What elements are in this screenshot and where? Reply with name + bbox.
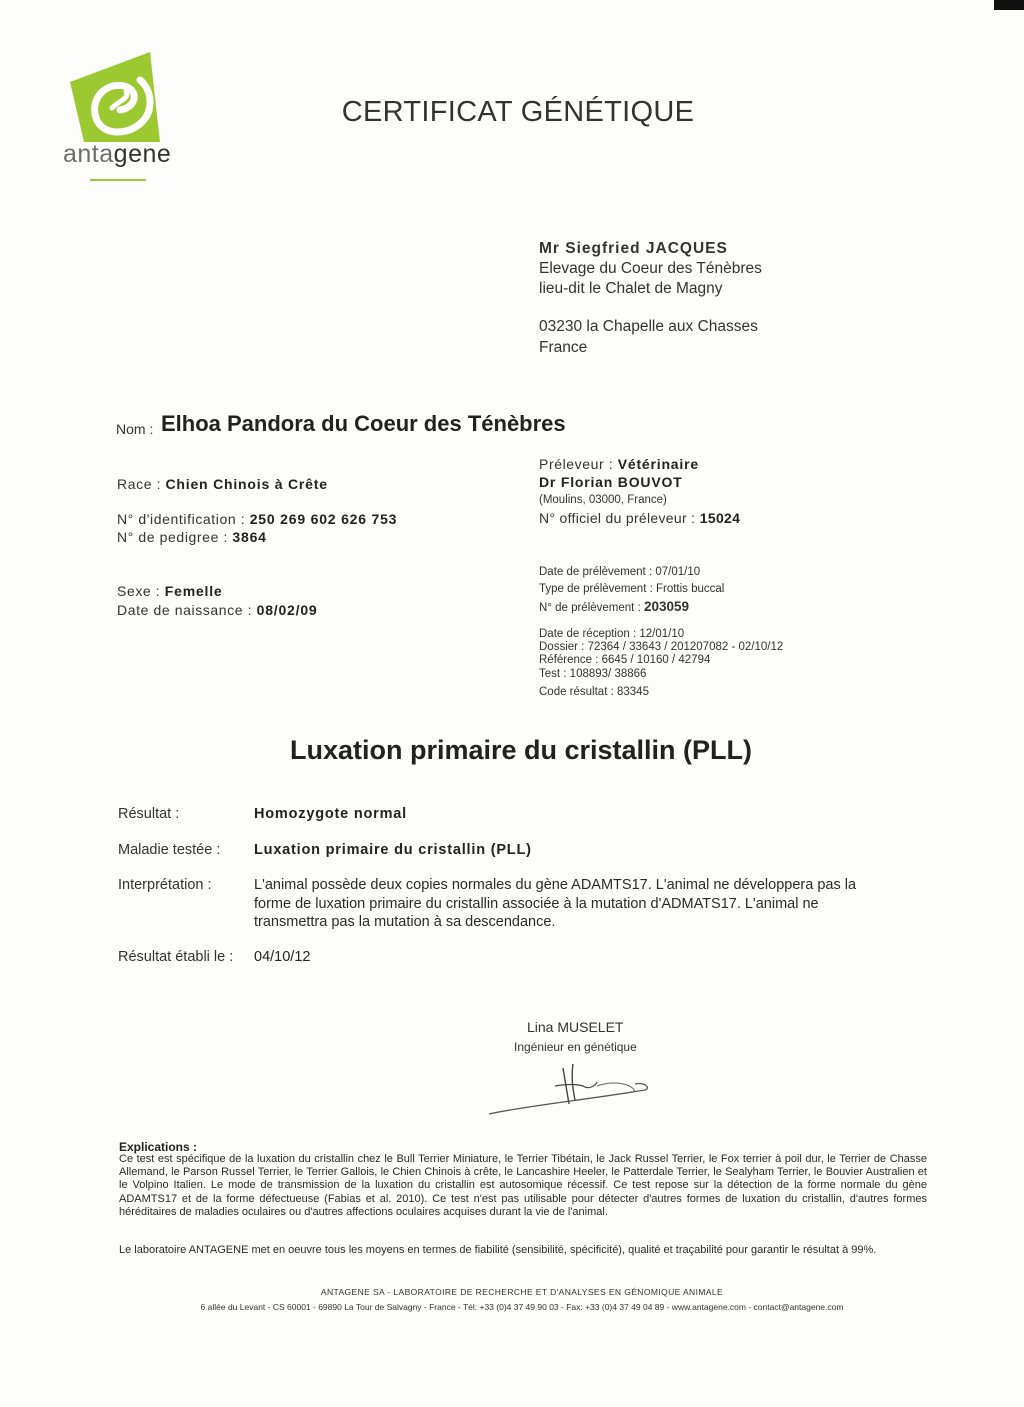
date-prelevement: Date de prélèvement : 07/01/10: [539, 566, 701, 578]
type-prelevement: Type de prélèvement : Frottis buccal: [539, 583, 725, 595]
test-number: Test : 108893/ 38866: [539, 668, 647, 680]
sexe-row: [117, 583, 223, 601]
signatory-name: Lina MUSELET: [527, 1019, 624, 1035]
interpretation-label: Interprétation :: [118, 877, 212, 893]
owner-line3: 03230 la Chapelle aux Chasses: [539, 318, 758, 335]
num-prelevement-label: N° de prélèvement :: [539, 602, 641, 614]
explications-text: Ce test est spécifique de la luxation du cristallin chez le Bull Terrier Miniature, le Terrier Tibétain, le Jack Russel Terrier, le Fox terrier à poil dur, le Terrier de Chasse Allemand, le Parson Russel Terrier, le Terrier Gallois, le Chien Chinois à crête, le Lancashire Heeler, le Patterdale Terrier, le Sealyham Terrier, le Bouvier Australien et le Volpino Italien. Le mode de transmission de la luxation du cristallin est autosomique récessif. Ce test repose sur la détection de la forme normale du gène ADAMTS17 et de la forme défectueuse (Fabias et al. 2010). Ce test n'est pas utilisable pour détecter d'autres formes de luxation du cristallin, d'autres formes héréditaires de maladies oculaires ou d'autres affections oculaires acquises durant la vie de l'animal.: [119, 1153, 927, 1218]
logo-underline: [90, 179, 146, 181]
naissance-row: [117, 602, 318, 620]
laboratoire-statement: Le laboratoire ANTAGENE met en oeuvre tous les moyens en termes de fiabilité (sensibilité, spécificité), qualité et traçabilité pour garantir le résultat à 99%.: [119, 1244, 877, 1256]
nom-label: Nom :: [116, 421, 154, 437]
num-prelevement-value: 203059: [643, 599, 690, 614]
test-title: Luxation primaire du cristallin (PLL): [289, 735, 753, 765]
etabli-value: 04/10/12: [254, 949, 311, 965]
reference: Référence : 6645 / 10160 / 42794: [539, 654, 711, 666]
race-label: Race :: [117, 476, 162, 492]
sexe-label: Sexe :: [117, 583, 161, 599]
ident-value: 250 269 602 626 753: [249, 511, 398, 527]
nom-value: Elhoa Pandora du Coeur des Ténèbres: [161, 411, 566, 436]
ident-label: N° d'identification :: [117, 511, 246, 527]
pedigree-value: 3864: [232, 529, 267, 545]
race-value: Chien Chinois à Crête: [165, 476, 328, 492]
preleveur-name: Dr Florian BOUVOT: [539, 474, 683, 490]
race-row: [117, 476, 328, 494]
owner-line2: lieu-dit le Chalet de Magny: [539, 280, 723, 297]
owner-line1: Elevage du Coeur des Ténèbres: [539, 260, 762, 277]
owner-line4: France: [539, 339, 588, 356]
dossier: Dossier : 72364 / 33643 / 201207082 - 02/10/12: [539, 641, 784, 653]
preleveur-row: [539, 456, 699, 474]
footer-address: 6 allée du Levant - CS 60001 - 69890 La Tour de Salvagny - France - Tél: +33 (0)4 37 49 90 03 - Fax: +33 (0)4 37 49 04 89 - www.antagene.com - contact@antagene.com: [200, 1302, 844, 1312]
resultat-value: Homozygote normal: [254, 806, 407, 822]
scan-corner-mark: [994, 0, 1024, 10]
num-prelevement-row: [539, 599, 689, 614]
date-reception: Date de réception : 12/01/10: [539, 628, 685, 640]
preleveur-location: (Moulins, 03000, France): [539, 494, 667, 506]
preleveur-officiel-value: 15024: [699, 510, 741, 526]
preleveur-label: Préleveur :: [539, 456, 614, 472]
owner-name: Mr Siegfried JACQUES: [539, 240, 728, 257]
maladie-label: Maladie testée :: [118, 842, 221, 858]
code-resultat: Code résultat : 83345: [539, 686, 649, 698]
resultat-label: Résultat :: [118, 806, 180, 822]
preleveur-value: Vétérinaire: [617, 456, 699, 472]
explications-title: Explications :: [119, 1140, 198, 1154]
certificate-title: CERTIFICAT GÉNÉTIQUE: [341, 96, 695, 128]
etabli-label: Résultat établi le :: [118, 949, 234, 965]
pedigree-row: [117, 529, 267, 547]
handwritten-signature: [485, 1056, 655, 1118]
signatory-role: Ingénieur en génétique: [514, 1040, 637, 1054]
naissance-value: 08/02/09: [256, 602, 318, 618]
pedigree-label: N° de pedigree :: [117, 529, 228, 545]
ident-row: [117, 511, 397, 529]
naissance-label: Date de naissance :: [117, 602, 253, 618]
logo-wordmark: antagene: [63, 140, 172, 168]
interpretation-text: L'animal possède deux copies normales du gène ADAMTS17. L'animal ne développera pas la forme de luxation primaire du cristallin associée à la mutation d'ADMATS17. L'animal ne transmettra pas la mutation à sa descendance.: [254, 877, 857, 930]
maladie-value: Luxation primaire du cristallin (PLL): [254, 842, 532, 858]
preleveur-officiel-label: N° officiel du préleveur :: [539, 510, 696, 526]
preleveur-officiel-row: [539, 510, 740, 528]
footer-company: ANTAGENE SA - LABORATOIRE DE RECHERCHE ET D'ANALYSES EN GÉNOMIQUE ANIMALE: [320, 1287, 724, 1297]
sexe-value: Femelle: [164, 583, 223, 599]
